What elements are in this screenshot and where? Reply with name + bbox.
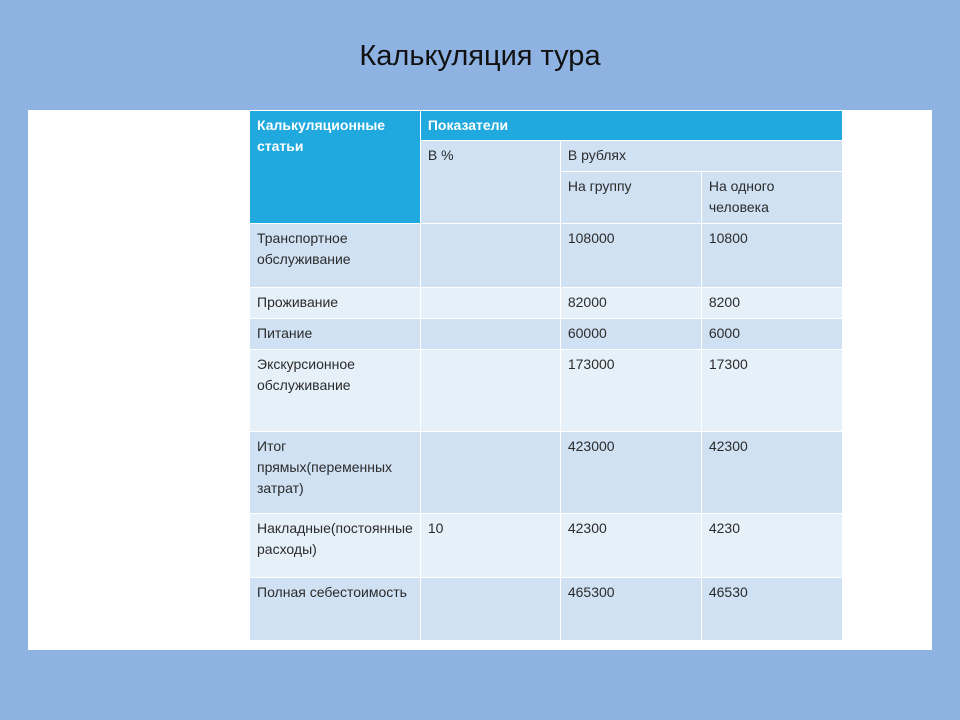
table-row: [250, 578, 843, 641]
table-row: [250, 350, 843, 432]
row-percent: [420, 432, 560, 514]
row-item: Накладные(постоянные расходы): [250, 514, 421, 578]
row-person-value: 42300: [701, 432, 842, 514]
row-group-value: 82000: [560, 288, 701, 319]
row-group-value: 423000: [560, 432, 701, 514]
row-person-value: 8200: [701, 288, 842, 319]
row-group-value: 465300: [560, 578, 701, 641]
header-rubles: В рублях: [560, 141, 842, 172]
table-row: [250, 288, 843, 319]
header-indicators: Показатели: [420, 111, 842, 141]
row-percent: [420, 224, 560, 288]
row-percent: [420, 350, 560, 432]
row-group-value: 42300: [560, 514, 701, 578]
row-item: Полная себестоимость: [250, 578, 421, 641]
row-item: Питание: [250, 319, 421, 350]
row-percent: [420, 288, 560, 319]
header-items: Калькуляционные статьи: [250, 111, 421, 224]
header-group: На группу: [560, 172, 701, 224]
row-percent: [420, 319, 560, 350]
row-item: Итог прямых(переменных затрат): [250, 432, 421, 514]
row-person-value: 6000: [701, 319, 842, 350]
row-item: Проживание: [250, 288, 421, 319]
header-per-person: На одного человека: [701, 172, 842, 224]
tour-calculation-table: [249, 110, 843, 641]
row-person-value: 10800: [701, 224, 842, 288]
row-person-value: 17300: [701, 350, 842, 432]
table-row: [250, 319, 843, 350]
row-percent: 10: [420, 514, 560, 578]
table-row: [250, 514, 843, 578]
row-group-value: 173000: [560, 350, 701, 432]
row-group-value: 108000: [560, 224, 701, 288]
row-person-value: 4230: [701, 514, 842, 578]
row-item: Транспортное обслуживание: [250, 224, 421, 288]
table-row: [250, 432, 843, 514]
row-percent: [420, 578, 560, 641]
row-person-value: 46530: [701, 578, 842, 641]
header-percent: В %: [420, 141, 560, 224]
row-group-value: 60000: [560, 319, 701, 350]
table-row: [250, 224, 843, 288]
row-item: Экскурсионное обслуживание: [250, 350, 421, 432]
slide-title: Калькуляция тура: [359, 40, 601, 72]
